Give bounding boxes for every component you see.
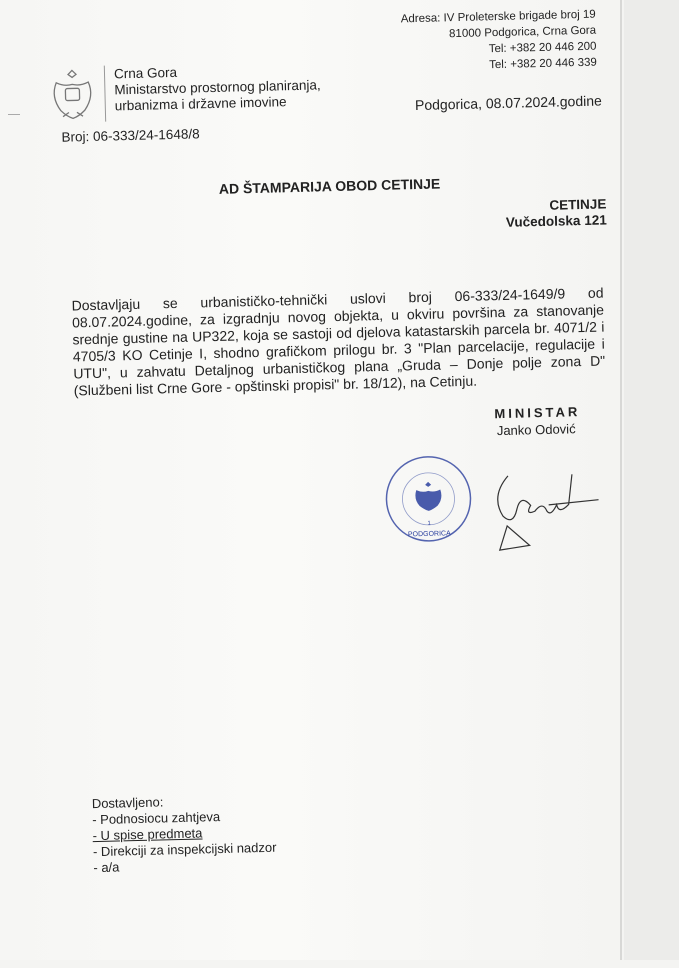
phone-1: Tel: +382 20 446 200	[488, 40, 597, 56]
place-date: Podgorica, 08.07.2024.godine	[414, 92, 603, 114]
recipient-name: AD ŠTAMPARIJA OBOD CETINJE	[218, 175, 441, 197]
stamp-number: 1	[427, 520, 431, 527]
distribution-item: - U spise predmeta	[92, 825, 203, 844]
signatory-name: Janko Odović	[496, 421, 576, 439]
distribution-item: - Direkciji za inspekcijski nadzor	[92, 839, 277, 860]
coat-of-arms-icon	[48, 66, 97, 125]
recipient-street: Vučedolska 121	[505, 212, 607, 230]
ministry-name-line1: Ministarstvo prostornog planiranja,	[114, 77, 321, 98]
address-line1: Adresa: IV Proleterske brigade broj 19	[400, 8, 596, 26]
letter-body: Dostavljaju se urbanističko-tehnički uslovi broj 06-333/24-1649/9 od 08.07.2024.godine, za izgradnju novog objekta, u okviru površina za stanovanje srednje gustine na UP322, koja se sastoji od djelova katastarskih parcela br. 4071/2 i 4705/3 KO Cetinje I, shodno grafičkom prilogu br. 3 "Plan parcelacije, regulacije i UTU", u zahvatu Detaljnog urbanističkog plana „Gruda – Donje polje zona D" (Službeni list Crne Gore - opštinski propisi" br. 18/12), na Cetinju.	[71, 284, 606, 399]
country-name: Crna Gora	[113, 64, 178, 82]
stamp-city: PODGORICA	[407, 530, 451, 539]
distribution-item: - a/a	[93, 859, 120, 876]
phone-2: Tel: +382 20 446 339	[489, 56, 598, 72]
handwritten-signature	[488, 463, 610, 556]
address-line2: 81000 Podgorica, Crna Gora	[448, 24, 597, 41]
distribution-heading: Dostavljeno:	[91, 794, 164, 812]
recipient-city: CETINJE	[549, 196, 607, 213]
reference-number: Broj: 06-333/24-1648/8	[61, 126, 200, 145]
signatory-title: MINISTAR	[494, 404, 581, 422]
header-divider	[104, 66, 106, 122]
official-stamp	[382, 453, 474, 545]
ministry-name-line2: urbanizma i državne imovine	[114, 94, 287, 114]
distribution-item: - Podnosiocu zahtjeva	[92, 809, 221, 828]
